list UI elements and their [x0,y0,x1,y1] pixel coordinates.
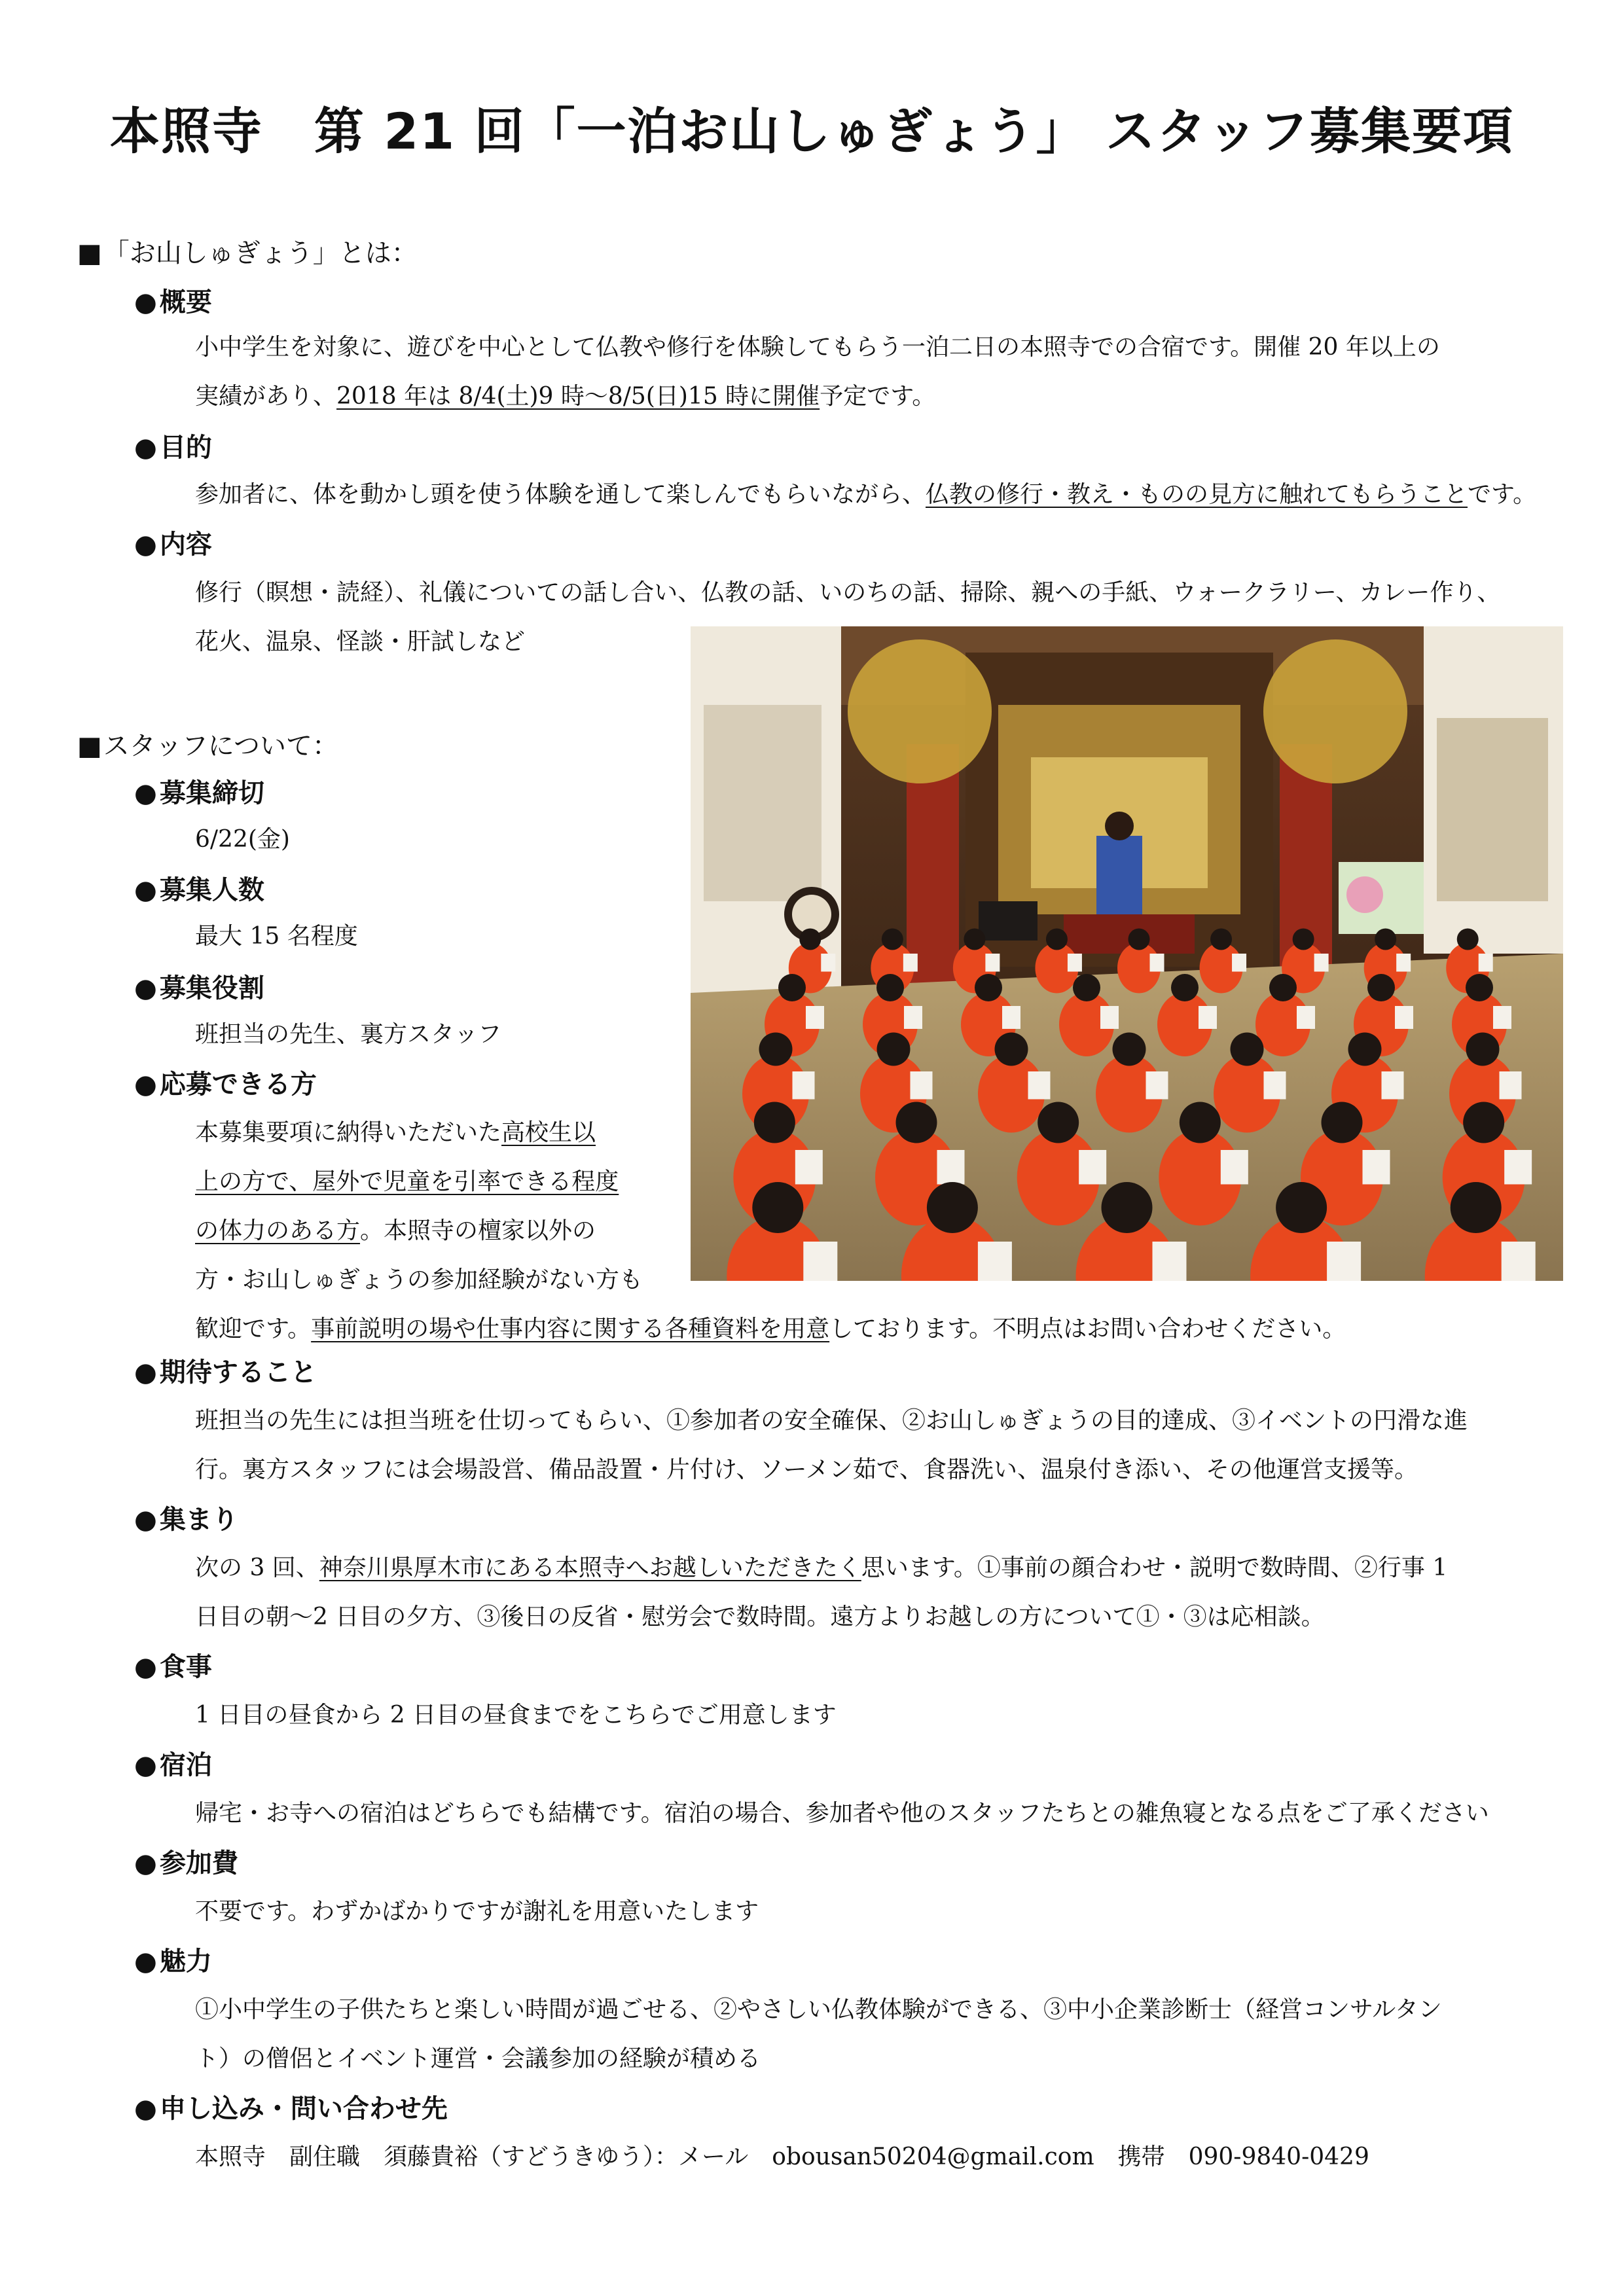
item-label-stay: ● 宿泊 [134,1750,212,1780]
sutra-paper [1199,1006,1217,1029]
item-label-deadline: ● 募集締切 [134,778,264,808]
sutra-paper [985,954,1000,972]
child-head [759,1033,793,1066]
dot-bullet-icon: ● [134,1750,157,1780]
overview-line-2: 実績があり、2018 年は 8/4(土)9 時～8/5(日)15 時に開催予定です。 [195,383,936,410]
child-head [1210,929,1232,950]
child-head [995,1033,1028,1066]
child-head [1451,1182,1502,1233]
sutra-paper [1479,954,1493,972]
child-head [799,929,821,950]
sutra-paper [1314,954,1329,972]
dot-bullet-icon: ● [134,2094,157,2124]
child-head [882,929,903,950]
sutra-paper [793,1071,815,1100]
purpose-text [195,470,1536,519]
dot-bullet-icon: ● [134,875,157,905]
child-head [1367,974,1395,1001]
meals-value: 1 日目の昼食から 2 日目の昼食までをこちらでご用意します [195,1702,837,1729]
sutra-paper [1068,954,1082,972]
page-title: 本照寺 第 21 回「一泊お山しゅぎょう」 スタッフ募集要項 [109,102,1515,160]
deadline-value: 6/22(金) [195,826,290,853]
sutra-paper [821,954,835,972]
item-label-contact: ● 申し込み・問い合わせ先 [134,2094,448,2124]
appeal-line-2: ト）の僧侶とイベント運営・会議参加の経験が積める [195,2045,761,2072]
dot-bullet-icon: ● [134,1069,157,1100]
overview-line-1: 小中学生を対象に、遊びを中心として仏教や修行を体験してもらう一泊二日の本照寺での合宿です。開催 20 年以上の [195,334,1440,361]
square-bullet-icon: ■ [77,731,102,761]
role-value: 班担当の先生、裏方スタッフ [195,1021,502,1048]
sutra-paper [1002,1006,1020,1029]
dot-bullet-icon: ● [134,1505,157,1535]
appeal-line-1: ①小中学生の子供たちと楽しい時間が過ごせる、②やさしい仏教体験ができる、③中小企業診断士（経営コンサルタン [195,1996,1442,2023]
eligible-line-1: 本募集要項に納得いただいた高校生以 [195,1119,596,1146]
sutra-paper [1028,1071,1051,1100]
sutra-paper [1493,1006,1511,1029]
dot-bullet-icon: ● [134,973,157,1003]
dot-bullet-icon: ● [134,433,157,463]
content-line-1: 修行（瞑想・読経）、礼儀についての話し合い、仏教の話、いのちの話、掃除、親への手紙、ウォークラリー、カレー作り、 [195,579,1501,606]
item-label-expect: ● 期待すること [134,1357,317,1388]
item-label-purpose: ● 目的 [134,433,212,463]
item-label-gather: ● 集まり [134,1505,238,1535]
sutra-paper [1232,954,1246,972]
child-head [975,974,1002,1001]
child-head [1128,929,1150,950]
item-label-fee: ● 参加費 [134,1848,238,1878]
dot-bullet-icon: ● [134,1946,157,1977]
sutra-paper [1297,1006,1315,1029]
child-head [1171,974,1199,1001]
sutra-paper [911,1071,933,1100]
child-head [1463,1102,1504,1143]
sutra-paper [1396,954,1411,972]
child-head [964,929,985,950]
dot-bullet-icon: ● [134,529,157,560]
eligible-line-3: の体力のある方。本照寺の檀家以外の [195,1217,596,1244]
sutra-paper [903,954,918,972]
child-head [1231,1033,1264,1066]
child-head [1073,974,1100,1001]
child-head [1466,1033,1500,1066]
child-head [1293,929,1314,950]
gather-text [195,1543,1447,1641]
expect-line-2: 行。裏方スタッフには会場設営、備品設置・片付け、ソーメン茹で、食器洗い、温泉付き添い、その他運営支援等。 [195,1456,1418,1483]
item-label-appeal: ● 魅力 [134,1946,212,1977]
sutra-paper [1504,1150,1532,1185]
square-bullet-icon: ■ [77,238,102,268]
sutra-paper [1500,1071,1522,1100]
child-head [1113,1033,1146,1066]
item-label-overview: ● 概要 [134,287,212,317]
child-head [1375,929,1396,950]
expect-text [195,1396,1468,1494]
eligible-line-2: 上の方で、屋外で児童を引率できる程度 [195,1168,619,1195]
eligible-line-4: 方・お山しゅぎょうの参加経験がない方も [195,1266,643,1293]
item-label-role: ● 募集役割 [134,973,264,1003]
expect-line-1: 班担当の先生には担当班を仕切ってもらい、①参加者の安全確保、②お山しゅぎょうの目的達成、③イベントの円滑な進 [195,1407,1468,1434]
child-head [1466,974,1493,1001]
child-head [1046,929,1068,950]
gather-line-1: 次の 3 回、神奈川県厚木市にある本照寺へお越しいただきたく思います。①事前の顔合わせ・説明で数時間、②行事 1 [195,1554,1448,1581]
eligible-text [195,1108,1346,1354]
content-line-2: 花火、温泉、怪談・肝試しなど [195,628,526,655]
overview-text [195,323,1440,421]
sutra-paper [1146,1071,1168,1100]
dot-bullet-icon: ● [134,778,157,808]
dot-bullet-icon: ● [134,1848,157,1878]
purpose-line-1: 参加者に、体を動かし頭を使う体験を通して楽しんでもらいながら、仏教の修行・教え・ものの見方に触れてもらうことです。 [195,481,1537,508]
item-label-eligible: ● 応募できる方 [134,1069,317,1100]
fee-value: 不要です。わずかばかりですが謝礼を用意いたします [195,1898,759,1925]
section-heading-about: ■「お山しゅぎょう」とは： [77,238,418,268]
sutra-paper [1502,1242,1536,1281]
dot-bullet-icon: ● [134,287,157,317]
contact-value: 本照寺 副住職 須藤貴裕（すどうきゆう）：メール obousan50204@gmail.com 携帯 090-9840-0429 [195,2144,1369,2170]
appeal-text [195,1985,1442,2083]
sutra-paper [904,1006,922,1029]
sutra-paper [1100,1006,1119,1029]
section-heading-staff: ■スタッフについて： [77,731,338,761]
item-label-content: ● 内容 [134,529,212,560]
child-head [1269,974,1297,1001]
child-head [1457,929,1479,950]
child-head [876,974,904,1001]
headcount-value: 最大 15 名程度 [195,923,358,950]
sutra-paper [1150,954,1164,972]
child-head [877,1033,911,1066]
stay-value: 帰宅・お寺への宿泊はどちらでも結構です。宿泊の場合、参加者や他のスタッフたちとの雑魚寝となる点をご了承ください [195,1800,1489,1827]
child-head [1348,1033,1382,1066]
dot-bullet-icon: ● [134,1652,157,1682]
sutra-paper [1363,1150,1390,1185]
sutra-paper [1382,1071,1404,1100]
sutra-paper [1395,1006,1413,1029]
eligible-line-5: 歓迎です。事前説明の場や仕事内容に関する各種資料を用意しております。不明点はお問い合わせください。 [195,1316,1346,1342]
sutra-paper [806,1006,824,1029]
item-label-meals: ● 食事 [134,1652,212,1682]
dot-bullet-icon: ● [134,1357,157,1388]
gather-line-2: 日目の朝～2 日目の夕方、③後日の反省・慰労会で数時間。遠方よりお越しの方について①・③は応相談。 [195,1604,1325,1630]
child-head [778,974,806,1001]
item-label-headcount: ● 募集人数 [134,875,264,905]
sutra-paper [1264,1071,1286,1100]
